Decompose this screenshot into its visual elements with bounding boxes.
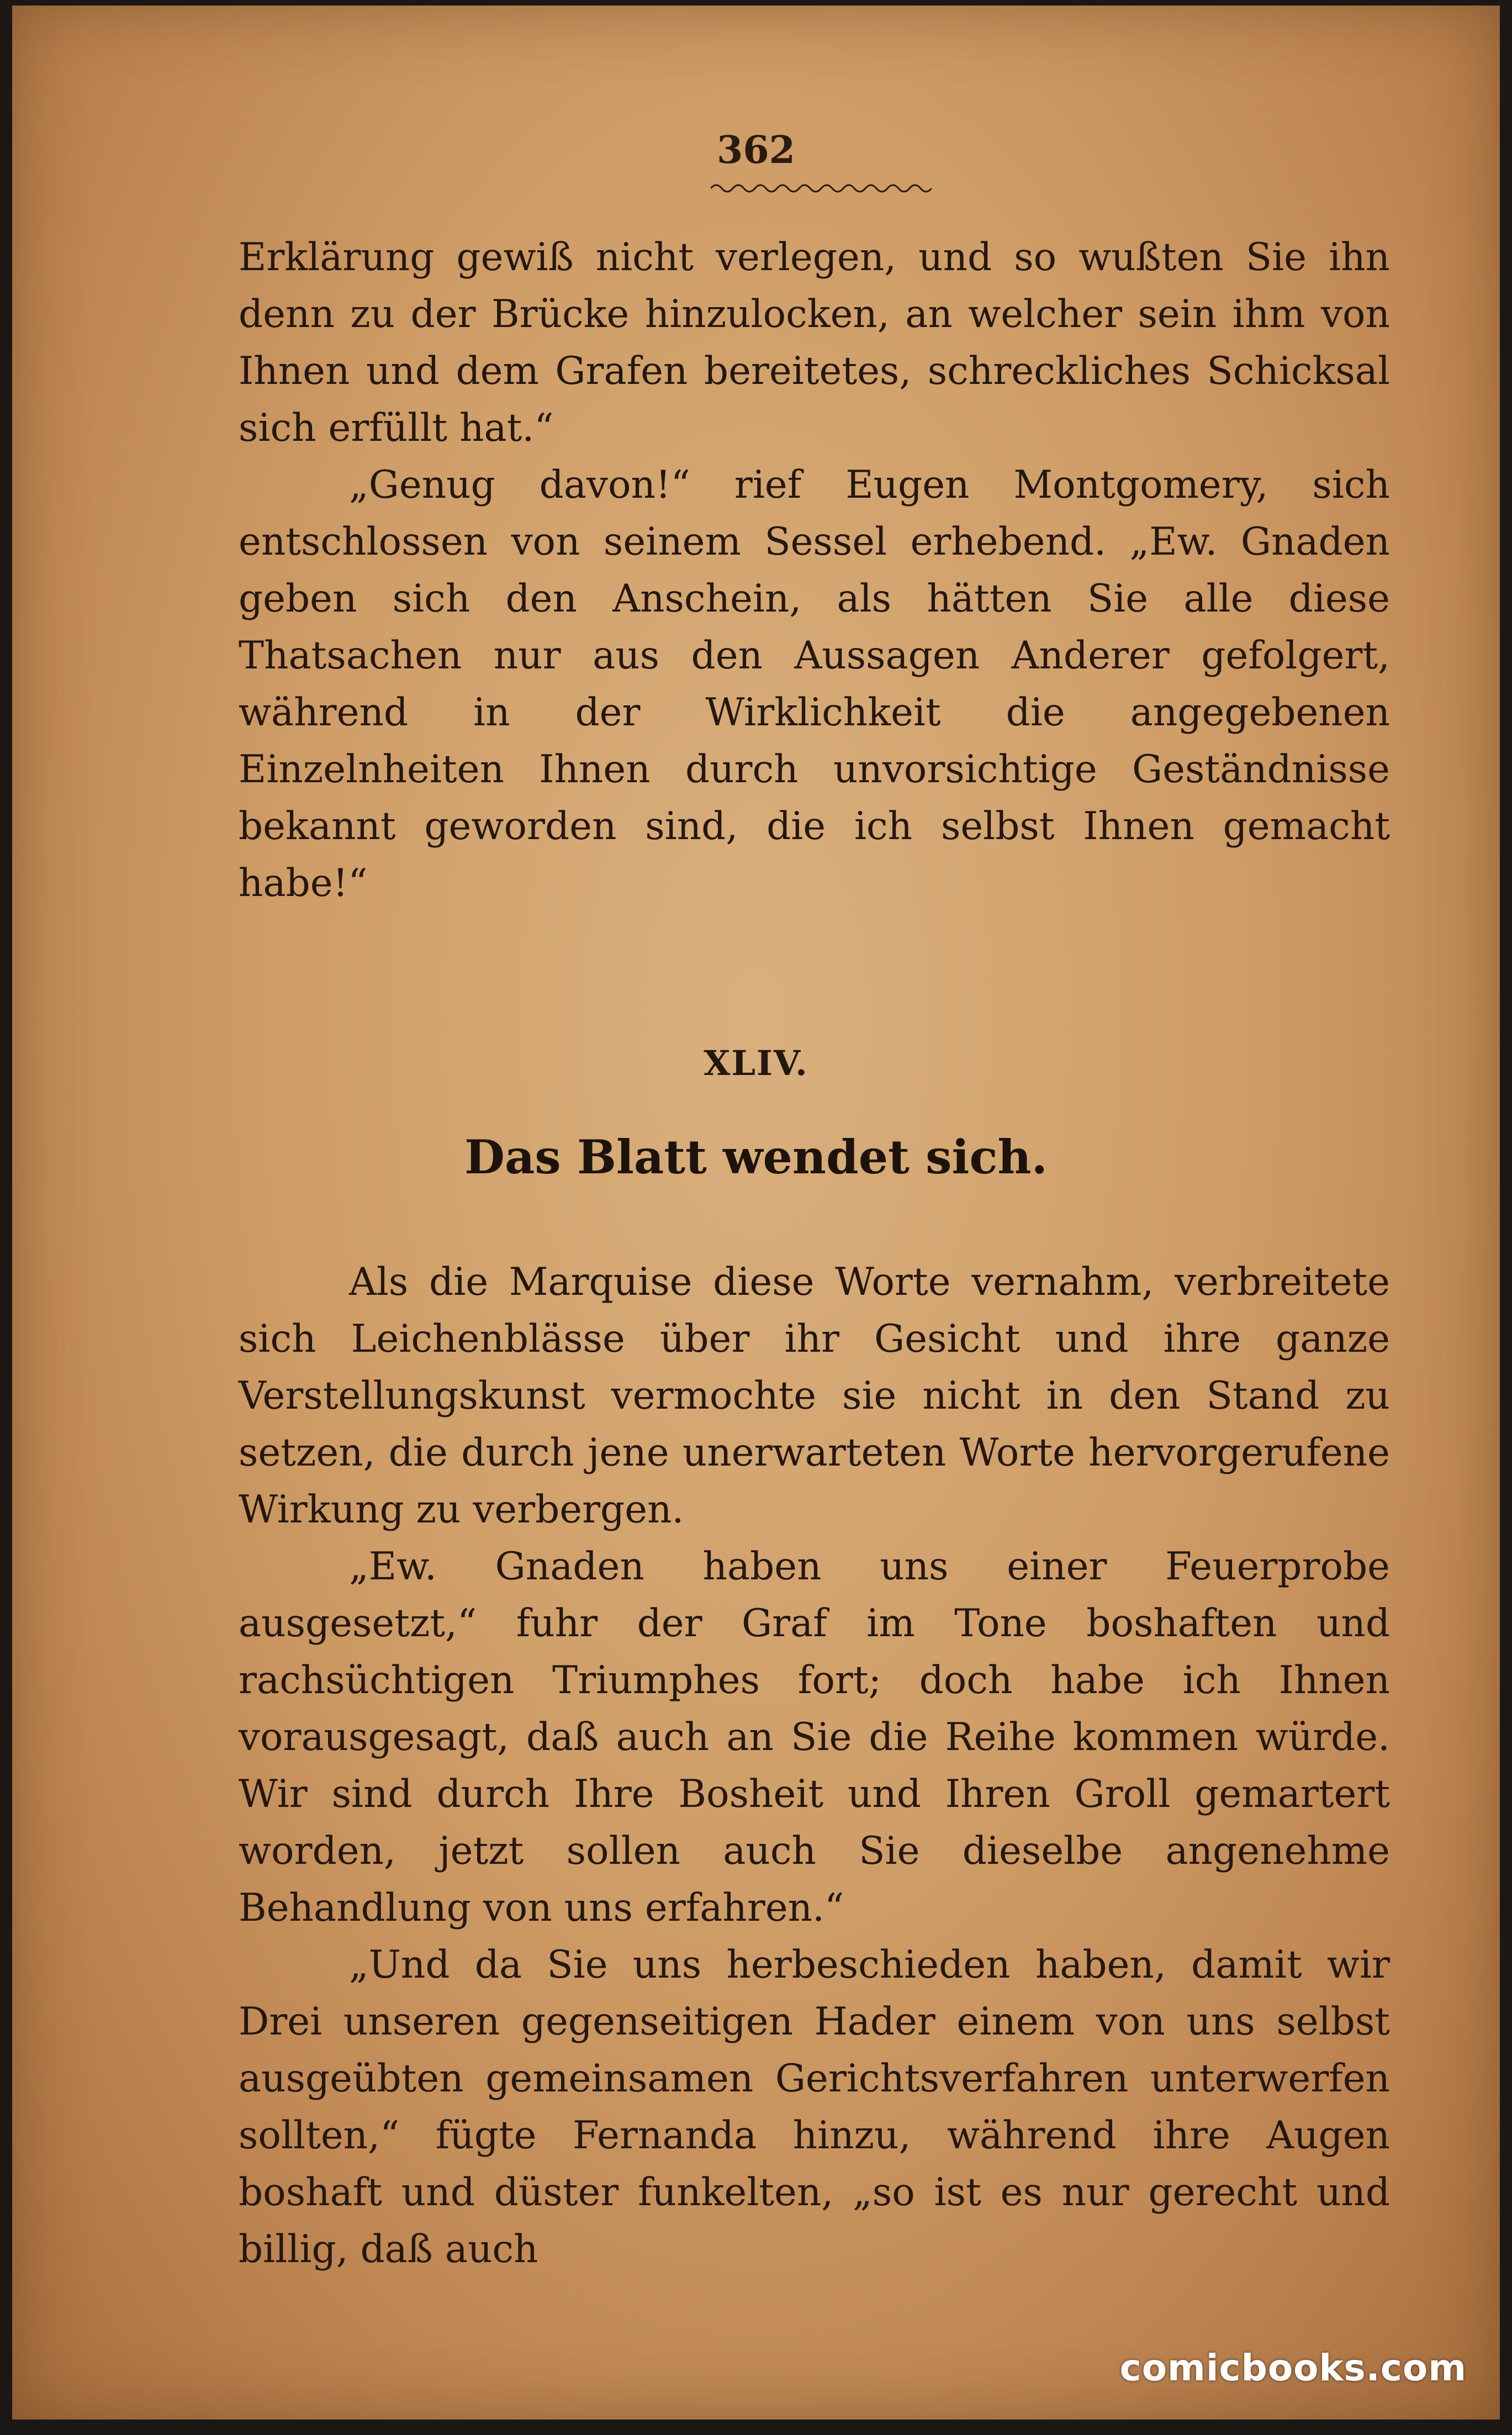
text-bottom: [239, 1254, 1390, 2278]
paragraph: „Und da Sie uns herbeschieden haben, damit wir Drei unseren gegenseitigen Hader einem von uns selbst ausgeübten gemeinsamen Gerichtsverfahren unterwerfen sollten,“ fügte Fernanda hinzu, während ihre Augen boshaft und düster funkelten, „so ist es nur gerecht und billig, daß auch: [239, 1943, 1390, 2271]
paragraph: Als die Marquise diese Worte vernahm, verbreitete sich Leichenblässe über ihr Gesicht und ihre ganze Verstellungskunst vermochte sie nicht in den Stand zu setzen, die durch jene unerwarteten Worte hervorgerufene Wirkung zu verbergen.: [239, 1260, 1390, 1532]
ornament-squiggle: [711, 180, 932, 197]
paragraph: „Ew. Gnaden haben uns einer Feuerprobe ausgesetzt,“ fuhr der Graf im Tone boshaften und rachsüchtigen Triumphes fort; doch habe ich Ihnen vorausgesagt, daß auch an Sie die Reihe kommen würde. Wir sind durch Ihre Bosheit und Ihren Groll gemartert worden, jetzt sollen auch Sie dieselbe angenehme Behandlung von uns erfahren.“: [239, 1545, 1390, 1930]
book-page: [12, 6, 1500, 2420]
text-top: [239, 229, 1390, 912]
chapter-number: XLIV.: [704, 1043, 808, 1083]
paragraph: „Genug davon!“ rief Eugen Montgomery, sich entschlossen von seinem Sessel erhebend. „Ew. Gnaden geben sich den Anschein, als hätten Sie alle diese Thatsachen nur aus den Aussagen Anderer gefolgert, während in der Wirklichkeit die angegebenen Einzelnheiten Ihnen durch unvorsichtige Geständnisse bekannt geworden sind, die ich selbst Ihnen gemacht habe!“: [239, 463, 1390, 905]
paragraph: Erklärung gewiß nicht verlegen, und so wußten Sie ihn denn zu der Brücke hinzulocken, an welcher sein ihm von Ihnen und dem Grafen bereitetes, schreckliches Schicksal sich erfüllt hat.“: [239, 235, 1390, 450]
watermark-text: comicbooks.com: [1119, 2347, 1467, 2389]
chapter-title: Das Blatt wendet sich.: [464, 1130, 1048, 1184]
page-number: 362: [717, 128, 795, 172]
